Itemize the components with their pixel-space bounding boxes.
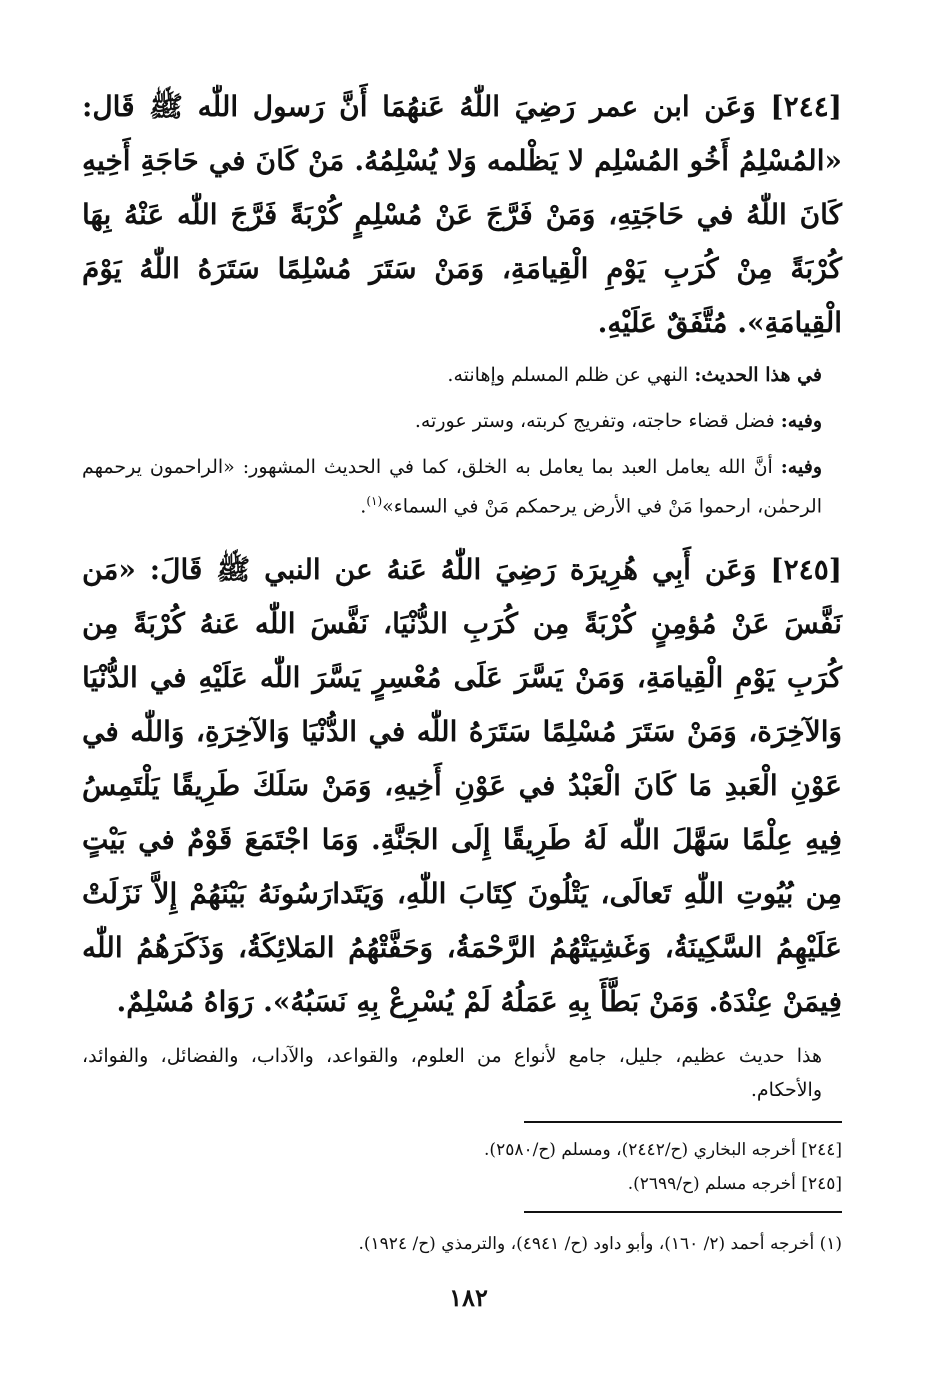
reference-item: [٢٤٥] أخرجه مسلم (ح/٢٦٩٩). — [627, 1174, 842, 1195]
hadith-244-notes — [82, 358, 842, 523]
footnote-divider — [524, 1211, 842, 1213]
note-item — [82, 450, 842, 523]
note-text: أنَّ الله يعامل العبد بما يعامل به الخلق، كما في الحديث المشهور: «الراحمون يرحمهم الرحمٰن، ارحموا مَنْ في الأرض يرحمكم مَنْ في السماء» — [82, 456, 822, 518]
page-body — [82, 80, 842, 1261]
note-end: . — [360, 495, 367, 518]
reference-item: [٢٤٤] أخرجه البخاري (ح/٢٤٤٢)، ومسلم (ح/٢٥٨٠). — [484, 1140, 842, 1161]
references-divider — [524, 1121, 842, 1123]
footnote-item: (١) أخرجه أحمد (٢/ ١٦٠)، وأبو داود (ح/ ٤٩٤١)، والترمذي (ح/ ١٩٢٤). — [358, 1234, 842, 1255]
page-number: ١٨٢ — [449, 1283, 488, 1312]
hadith-text: وَعَن ابن عمر رَضِيَ اللّٰهُ عَنهُمَا أَنَّ رَسول اللّٰه ﷺ قَال: «المُسْلِمُ أَخُو المُسْلِم لا يَظْلمه وَلا يُسْلِمُهُ. مَنْ كَانَ في حَاجَةِ أَخِيهِ كَانَ اللّٰهُ في حَاجَتِهِ، وَمَنْ فَرَّجَ عَنْ مُسْلِمٍ كُرْبَةً فَرَّجَ اللّٰه عَنْهُ بِهَا كُرْبَةً مِنْ كُرَبِ يَوْمِ الْقِيامَةِ، وَمَنْ سَتَرَ مُسْلِمًا سَتَرَهُ اللّٰهُ يَوْمَ الْقِيامَةِ». مُتَّفَقٌ عَلَيْهِ. — [82, 90, 842, 339]
hadith-245 — [82, 543, 842, 1029]
hadith-text: وَعَن أَبِي هُرِيرَة رَضِيَ اللّٰهُ عَنهُ عن النبي ﷺ قَالَ: «مَن نَفَّسَ عَنْ مُؤمِنٍ كُرْبَةً مِن كُرَبِ الدُّنْيَا، نَفَّسَ اللّٰه عَنهُ كُرْبَةً مِن كُرَبِ يَوْمِ الْقِيامَةِ، وَمَنْ يَسَّرَ عَلَى مُعْسِرٍ يَسَّرَ اللّٰه عَلَيْهِ في الدُّنْيَا وَالآخِرَة، وَمَنْ سَتَرَ مُسْلِمًا سَتَرَهُ اللّٰه في الدُّنْيَا وَالآخِرَةِ، وَاللّٰه في عَوْنِ الْعَبدِ مَا كَانَ الْعَبْدُ في عَوْنِ أَخِيهِ، وَمَنْ سَلَكَ طَرِيقًا يَلْتَمِسُ فِيهِ عِلْمًا سَهَّلَ اللّٰه لَهُ طَرِيقًا إِلَى الجَنَّةِ. وَمَا اجْتَمَعَ قَوْمٌ في بَيْتٍ مِن بُيُوتِ اللّٰهِ تَعالَى، يَتْلُونَ كِتَابَ اللّٰهِ، وَيَتَدارَسُونَهُ بَيْنَهُمْ إِلاَّ نَزَلَتْ عَلَيْهِمُ السَّكِينَةُ، وَغَشِيَتْهُمُ الرَّحْمَةُ، وَحَفَّتْهُمُ المَلائِكَةُ، وَذَكَرَهُمُ اللّٰه فِيمَنْ عِنْدَهُ. وَمَنْ بَطَّأَ بِهِ عَمَلُهُ لَمْ يُسْرِعْ بِهِ نَسَبُهُ». رَوَاهُ مُسْلِمٌ. — [82, 553, 843, 1019]
note-label: في هذا الحديث: — [694, 364, 822, 386]
note-item — [82, 404, 842, 438]
references — [82, 1133, 842, 1201]
note-item — [82, 358, 842, 392]
footnotes — [82, 1227, 842, 1261]
note-text: فضل قضاء حاجته، وتفريج كربته، وستر عورته. — [414, 410, 775, 432]
note-text: النهي عن ظلم المسلم وإهانته. — [447, 364, 689, 386]
hadith-245-notes — [82, 1039, 842, 1107]
footnote-marker: (١) — [366, 494, 383, 508]
hadith-number: [٢٤٥] — [770, 553, 842, 587]
note-item: هذا حديث عظيم، جليل، جامع لأنواع من العلوم، والقواعد، والآداب، والفضائل، والفوائد، والأحكام. — [82, 1045, 822, 1102]
hadith-number: [٢٤٤] — [770, 90, 843, 123]
note-label: وفيه: — [780, 410, 822, 432]
hadith-244 — [82, 80, 842, 350]
note-label: وفيه: — [780, 456, 822, 478]
